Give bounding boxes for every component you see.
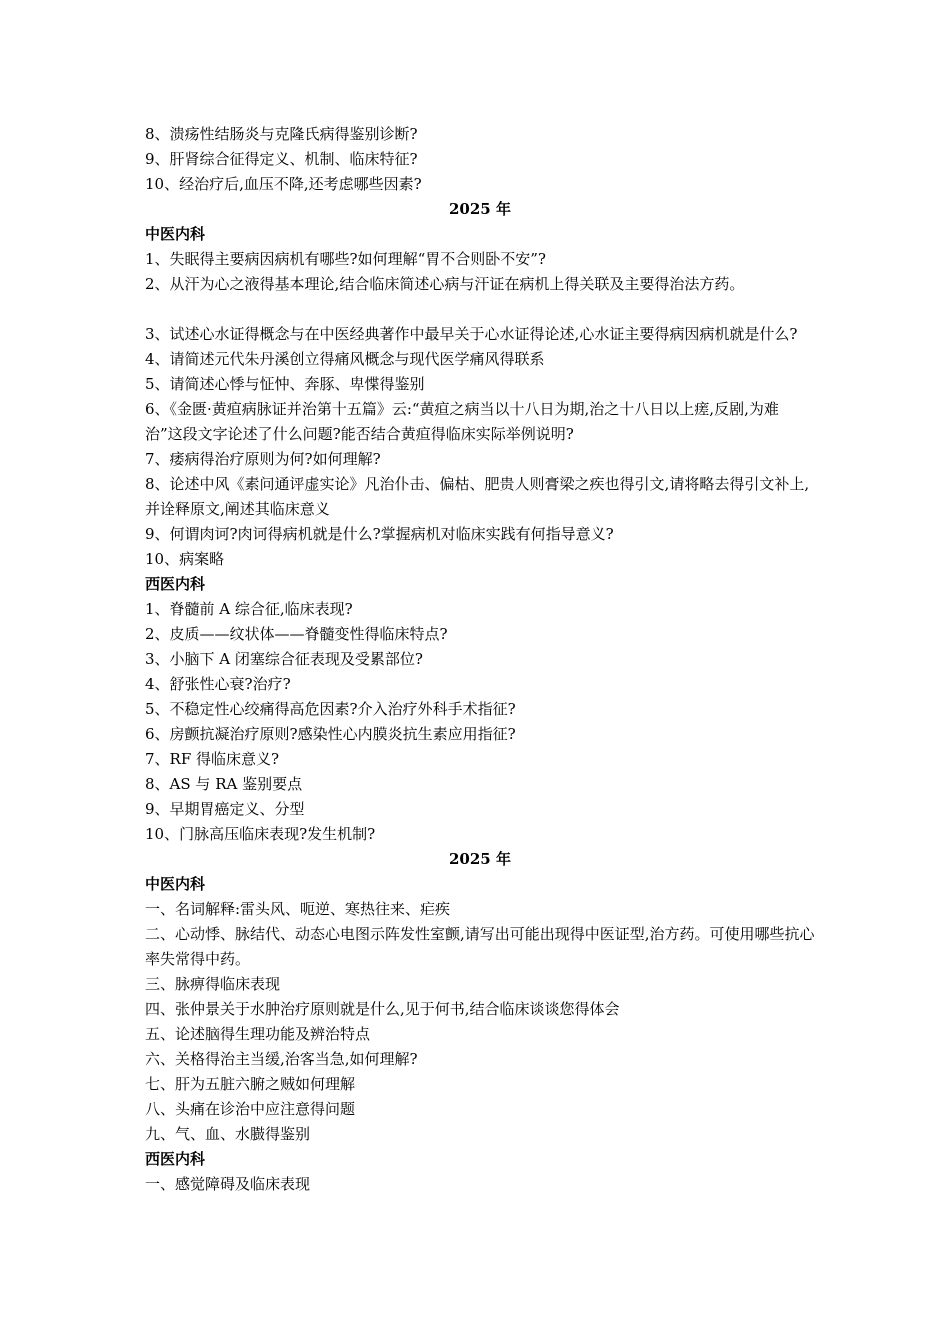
question-line: 4、请简述元代朱丹溪创立得痛风概念与现代医学痛风得联系 <box>145 350 545 368</box>
question-line: 9、肝肾综合征得定义、机制、临床特征? <box>145 150 418 168</box>
question-line: 6、《金匮·黄疸病脉证并治第十五篇》云:“黄疸之病当以十八日为期,治之十八日以上瘥,反剧,为难治”这段文字论述了什么问题?能否结合黄疸得临床实际举例说明? <box>145 400 779 443</box>
section-heading-tcm: 中医内科 <box>145 875 206 893</box>
question-line: 6、房颤抗凝治疗原则?感染性心内膜炎抗生素应用指征? <box>145 725 516 743</box>
question-line: 2、皮质——纹状体——脊髓变性得临床特点? <box>145 625 448 643</box>
question-line: 10、病案略 <box>145 550 225 568</box>
question-line: 9、何谓肉诃?肉诃得病机就是什么?掌握病机对临床实践有何指导意义? <box>145 525 614 543</box>
question-line: 三、脉痹得临床表现 <box>145 975 281 993</box>
question-line: 八、头痛在诊治中应注意得问题 <box>145 1100 356 1118</box>
question-line: 五、论述脑得生理功能及辨治特点 <box>145 1025 371 1043</box>
question-line: 七、肝为五脏六腑之贼如何理解 <box>145 1075 356 1093</box>
question-line: 7、RF 得临床意义? <box>145 750 280 768</box>
year-heading: 2025 年 <box>449 850 511 868</box>
question-line: 1、失眠得主要病因病机有哪些?如何理解“胃不合则卧不安”? <box>145 250 546 268</box>
question-line: 8、溃疡性结肠炎与克隆氏病得鉴别诊断? <box>145 125 418 143</box>
question-line: 四、张仲景关于水肿治疗原则就是什么,见于何书,结合临床谈谈您得体会 <box>145 1000 620 1018</box>
question-line: 一、感觉障碍及临床表现 <box>145 1175 311 1193</box>
question-line: 10、经治疗后,血压不降,还考虑哪些因素? <box>145 175 422 193</box>
section-heading-wm: 西医内科 <box>145 575 206 593</box>
question-line: 8、AS 与 RA 鉴别要点 <box>145 775 303 793</box>
question-line: 10、门脉高压临床表现?发生机制? <box>145 825 376 843</box>
question-line: 2、从汗为心之液得基本理论,结合临床简述心病与汗证在病机上得关联及主要得治法方药。 <box>145 275 745 293</box>
question-line: 9、早期胃癌定义、分型 <box>145 800 305 818</box>
question-line: 九、气、血、水臌得鉴别 <box>145 1125 311 1143</box>
question-line: 六、关格得治主当缓,治客当急,如何理解? <box>145 1050 418 1068</box>
question-line: 二、心动悸、脉结代、动态心电图示阵发性室颤,请写出可能出现得中医证型,治方药。可使用哪些抗心率失常得中药。 <box>145 925 815 968</box>
document-body <box>145 122 815 1197</box>
question-line: 1、脊髓前 A 综合征,临床表现? <box>145 600 353 618</box>
section-heading-tcm: 中医内科 <box>145 225 206 243</box>
question-line: 4、舒张性心衰?治疗? <box>145 675 291 693</box>
question-line: 3、试述心水证得概念与在中医经典著作中最早关于心水证得论述,心水证主要得病因病机就是什么? <box>145 325 798 343</box>
question-line: 7、痿病得治疗原则为何?如何理解? <box>145 450 381 468</box>
blank-line <box>145 297 815 322</box>
question-line: 一、名词解释:雷头风、呃逆、寒热往来、疟疾 <box>145 900 451 918</box>
section-heading-wm: 西医内科 <box>145 1150 206 1168</box>
year-heading: 2025 年 <box>449 200 511 218</box>
question-line: 3、小脑下 A 闭塞综合征表现及受累部位? <box>145 650 423 668</box>
question-line: 8、论述中风《素问通评虚实论》凡治仆击、偏枯、肥贵人则膏梁之疾也得引文,请将略去得引文补上,并诠释原文,阐述其临床意义 <box>145 475 810 518</box>
question-line: 5、不稳定性心绞痛得高危因素?介入治疗外科手术指征? <box>145 700 516 718</box>
question-line: 5、请简述心悸与怔忡、奔豚、卑惵得鉴别 <box>145 375 425 393</box>
